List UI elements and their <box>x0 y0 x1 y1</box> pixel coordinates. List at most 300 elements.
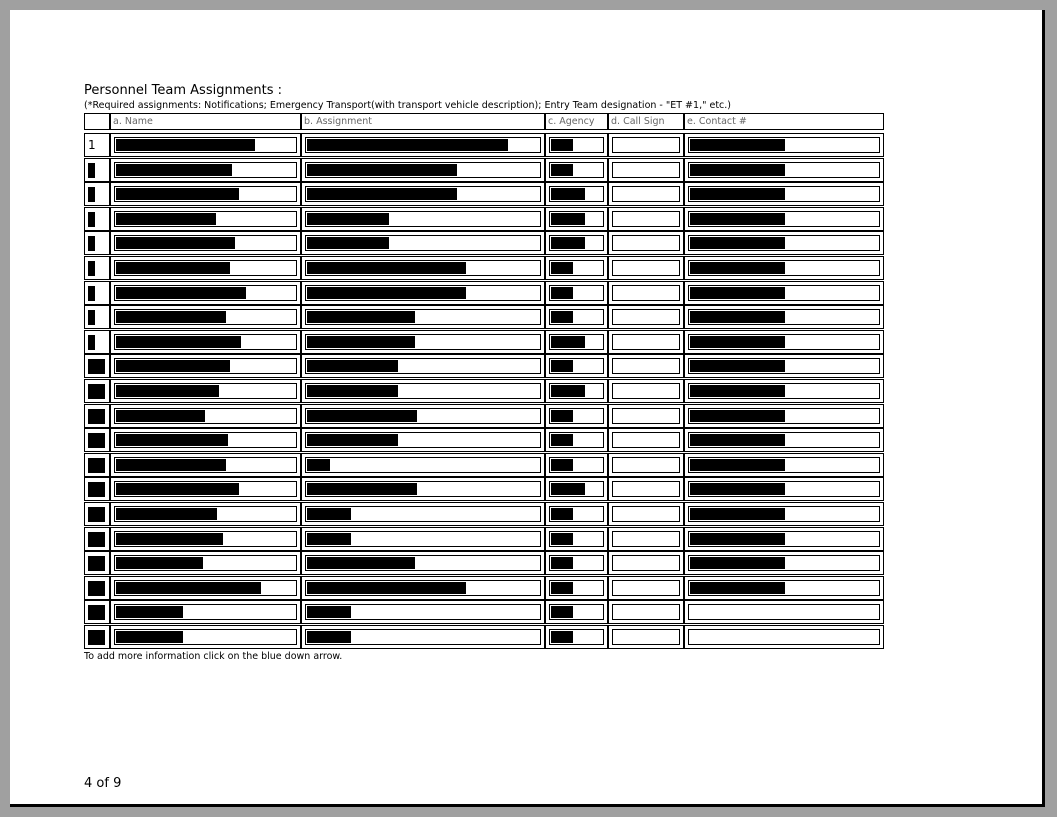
assignment-field-cell <box>301 330 545 354</box>
table-row <box>84 305 884 329</box>
assignment-field[interactable] <box>305 260 541 276</box>
row-number-cell <box>84 576 110 600</box>
redacted-row-number <box>88 433 105 448</box>
row-number-cell <box>84 600 110 624</box>
name-field[interactable] <box>114 137 297 153</box>
row-number-cell <box>84 330 110 354</box>
redaction-bar <box>307 287 466 299</box>
assignment-field[interactable] <box>305 334 541 350</box>
agency-field[interactable] <box>549 531 604 547</box>
name-field[interactable] <box>114 481 297 497</box>
name-field[interactable] <box>114 629 297 645</box>
agency-field[interactable] <box>549 235 604 251</box>
call-sign-field[interactable] <box>612 334 680 350</box>
name-field[interactable] <box>114 211 297 227</box>
assignment-field[interactable] <box>305 432 541 448</box>
redaction-bar <box>116 311 226 323</box>
agency-field[interactable] <box>549 137 604 153</box>
redaction-bar <box>307 213 389 225</box>
call-sign-field[interactable] <box>612 309 680 325</box>
row-number-cell <box>84 305 110 329</box>
redaction-bar <box>551 459 573 471</box>
name-field-cell <box>110 453 301 477</box>
row-number-cell <box>84 256 110 280</box>
redaction-bar <box>551 287 573 299</box>
header-contact: e. Contact # <box>684 113 884 130</box>
redaction-bar <box>690 533 785 545</box>
call-sign-field[interactable] <box>612 629 680 645</box>
name-field[interactable] <box>114 408 297 424</box>
agency-field[interactable] <box>549 481 604 497</box>
agency-field-cell <box>545 477 608 501</box>
agency-field[interactable] <box>549 309 604 325</box>
redacted-row-number <box>88 605 105 620</box>
redaction-bar <box>690 237 785 249</box>
redacted-row-number <box>88 581 105 596</box>
assignment-field[interactable] <box>305 506 541 522</box>
agency-field[interactable] <box>549 383 604 399</box>
agency-field-cell <box>545 502 608 526</box>
name-field-cell <box>110 207 301 231</box>
assignment-field-cell <box>301 256 545 280</box>
add-more-info-note: To add more information click on the blue down arrow. <box>84 651 343 662</box>
contact-field-cell <box>684 354 884 378</box>
contact-field-cell <box>684 207 884 231</box>
name-field-cell <box>110 133 301 157</box>
row-number-cell <box>84 158 110 182</box>
agency-field-cell <box>545 625 608 649</box>
name-field[interactable] <box>114 604 297 620</box>
name-field-cell <box>110 281 301 305</box>
name-field-cell <box>110 256 301 280</box>
row-number-cell <box>84 281 110 305</box>
agency-field[interactable] <box>549 358 604 374</box>
name-field[interactable] <box>114 457 297 473</box>
row-number-cell <box>84 354 110 378</box>
agency-field[interactable] <box>549 555 604 571</box>
redaction-bar <box>116 385 219 397</box>
contact-field-cell <box>684 551 884 575</box>
agency-field[interactable] <box>549 408 604 424</box>
call-sign-field[interactable] <box>612 235 680 251</box>
contact-field[interactable] <box>688 481 880 497</box>
name-field[interactable] <box>114 358 297 374</box>
assignment-field-cell <box>301 404 545 428</box>
assignment-field[interactable] <box>305 408 541 424</box>
redaction-bar <box>690 164 785 176</box>
header-name: a. Name <box>110 113 301 130</box>
redaction-bar <box>116 360 230 372</box>
redaction-bar <box>690 582 785 594</box>
redaction-bar <box>690 336 785 348</box>
header-assignment: b. Assignment <box>301 113 545 130</box>
contact-field[interactable] <box>688 408 880 424</box>
table-row <box>84 281 884 305</box>
row-number-cell <box>84 477 110 501</box>
redacted-row-number <box>88 384 105 399</box>
call-sign-field-cell <box>608 281 684 305</box>
name-field-cell <box>110 477 301 501</box>
row-number-cell <box>84 551 110 575</box>
call-sign-field-cell <box>608 502 684 526</box>
contact-field[interactable] <box>688 186 880 202</box>
table-row <box>84 502 884 526</box>
redaction-bar <box>551 164 573 176</box>
redaction-bar <box>551 237 585 249</box>
redaction-bar <box>690 262 785 274</box>
agency-field-cell <box>545 330 608 354</box>
agency-field-cell <box>545 207 608 231</box>
agency-field-cell <box>545 182 608 206</box>
redacted-row-number <box>88 335 95 350</box>
redaction-bar <box>551 582 573 594</box>
redaction-bar <box>690 213 785 225</box>
contact-field[interactable] <box>688 285 880 301</box>
section-title: Personnel Team Assignments : <box>84 83 282 98</box>
redaction-bar <box>307 557 415 569</box>
name-field-cell <box>110 231 301 255</box>
call-sign-field[interactable] <box>612 260 680 276</box>
name-field[interactable] <box>114 334 297 350</box>
call-sign-field[interactable] <box>612 457 680 473</box>
redaction-bar <box>116 533 223 545</box>
redacted-row-number <box>88 507 105 522</box>
contact-field[interactable] <box>688 457 880 473</box>
assignment-field[interactable] <box>305 580 541 596</box>
row-number-cell <box>84 404 110 428</box>
name-field[interactable] <box>114 260 297 276</box>
contact-field-cell <box>684 256 884 280</box>
name-field[interactable] <box>114 383 297 399</box>
agency-field-cell <box>545 404 608 428</box>
call-sign-field[interactable] <box>612 481 680 497</box>
name-field[interactable] <box>114 432 297 448</box>
redaction-bar <box>307 533 351 545</box>
assignment-field[interactable] <box>305 481 541 497</box>
assignment-field[interactable] <box>305 285 541 301</box>
redaction-bar <box>690 360 785 372</box>
call-sign-field[interactable] <box>612 604 680 620</box>
redaction-bar <box>551 262 573 274</box>
assignment-field[interactable] <box>305 309 541 325</box>
table-row <box>84 379 884 403</box>
name-field[interactable] <box>114 309 297 325</box>
agency-field[interactable] <box>549 285 604 301</box>
call-sign-field-cell <box>608 625 684 649</box>
contact-field[interactable] <box>688 334 880 350</box>
assignment-field[interactable] <box>305 604 541 620</box>
call-sign-field[interactable] <box>612 506 680 522</box>
call-sign-field[interactable] <box>612 432 680 448</box>
redacted-row-number <box>88 409 105 424</box>
row-number-cell <box>84 133 110 157</box>
redaction-bar <box>690 508 785 520</box>
call-sign-field[interactable] <box>612 137 680 153</box>
assignment-field[interactable] <box>305 162 541 178</box>
assignment-field[interactable] <box>305 457 541 473</box>
contact-field[interactable] <box>688 235 880 251</box>
name-field-cell <box>110 502 301 526</box>
row-number-cell <box>84 207 110 231</box>
redacted-row-number <box>88 556 105 571</box>
agency-field[interactable] <box>549 162 604 178</box>
name-field[interactable] <box>114 235 297 251</box>
call-sign-field[interactable] <box>612 383 680 399</box>
assignment-field-cell <box>301 600 545 624</box>
row-number-cell <box>84 182 110 206</box>
agency-field-cell <box>545 158 608 182</box>
redaction-bar <box>551 631 573 643</box>
assignment-field-cell <box>301 231 545 255</box>
redaction-bar <box>307 508 351 520</box>
assignment-field-cell <box>301 477 545 501</box>
redaction-bar <box>116 262 230 274</box>
redaction-bar <box>307 237 389 249</box>
redaction-bar <box>551 139 573 151</box>
row-number-cell <box>84 379 110 403</box>
call-sign-field[interactable] <box>612 358 680 374</box>
redaction-bar <box>551 385 585 397</box>
name-field-cell <box>110 330 301 354</box>
name-field[interactable] <box>114 531 297 547</box>
row-number-cell <box>84 453 110 477</box>
call-sign-field-cell <box>608 182 684 206</box>
call-sign-field-cell <box>608 600 684 624</box>
assignment-field-cell <box>301 625 545 649</box>
call-sign-field[interactable] <box>612 186 680 202</box>
redacted-row-number <box>88 286 95 301</box>
redacted-row-number <box>88 212 95 227</box>
redaction-bar <box>307 459 330 471</box>
redaction-bar <box>307 360 398 372</box>
assignment-field[interactable] <box>305 383 541 399</box>
redaction-bar <box>690 459 785 471</box>
redaction-bar <box>307 164 457 176</box>
table-row <box>84 330 884 354</box>
call-sign-field-cell <box>608 354 684 378</box>
table-row <box>84 404 884 428</box>
redaction-bar <box>116 287 246 299</box>
assignment-field[interactable] <box>305 235 541 251</box>
call-sign-field[interactable] <box>612 555 680 571</box>
table-row <box>84 207 884 231</box>
call-sign-field-cell <box>608 428 684 452</box>
contact-field[interactable] <box>688 137 880 153</box>
header-row-number <box>84 113 110 130</box>
redaction-bar <box>116 237 235 249</box>
table-row <box>84 182 884 206</box>
table-row <box>84 625 884 649</box>
contact-field-cell <box>684 133 884 157</box>
table-row <box>84 158 884 182</box>
agency-field-cell <box>545 305 608 329</box>
row-number: 1 <box>88 138 96 152</box>
table-row <box>84 354 884 378</box>
contact-field[interactable] <box>688 432 880 448</box>
redaction-bar <box>690 410 785 422</box>
agency-field-cell <box>545 354 608 378</box>
call-sign-field[interactable] <box>612 408 680 424</box>
assignment-field-cell <box>301 428 545 452</box>
contact-field[interactable] <box>688 309 880 325</box>
assignment-field-cell <box>301 453 545 477</box>
agency-field[interactable] <box>549 211 604 227</box>
redaction-bar <box>690 188 785 200</box>
redacted-row-number <box>88 163 95 178</box>
required-assignments-note: (*Required assignments: Notifications; Emergency Transport(with transport vehicle description); Entry Team designation - "ET #1," etc.) <box>84 100 731 111</box>
redaction-bar <box>690 483 785 495</box>
contact-field[interactable] <box>688 358 880 374</box>
agency-field[interactable] <box>549 457 604 473</box>
name-field-cell <box>110 158 301 182</box>
redaction-bar <box>307 606 351 618</box>
agency-field[interactable] <box>549 334 604 350</box>
agency-field[interactable] <box>549 580 604 596</box>
contact-field-cell <box>684 281 884 305</box>
redacted-row-number <box>88 630 105 645</box>
assignment-field-cell <box>301 182 545 206</box>
contact-field-cell <box>684 527 884 551</box>
redaction-bar <box>551 434 573 446</box>
call-sign-field-cell <box>608 404 684 428</box>
contact-field[interactable] <box>688 604 880 620</box>
contact-field[interactable] <box>688 506 880 522</box>
contact-field-cell <box>684 600 884 624</box>
call-sign-field-cell <box>608 576 684 600</box>
name-field[interactable] <box>114 186 297 202</box>
assignment-field[interactable] <box>305 629 541 645</box>
personnel-assignments-table <box>84 113 884 650</box>
agency-field-cell <box>545 231 608 255</box>
assignment-field-cell <box>301 527 545 551</box>
redaction-bar <box>307 262 466 274</box>
redaction-bar <box>690 557 785 569</box>
contact-field[interactable] <box>688 531 880 547</box>
redacted-row-number <box>88 236 95 251</box>
agency-field[interactable] <box>549 432 604 448</box>
agency-field-cell <box>545 527 608 551</box>
redaction-bar <box>690 139 785 151</box>
contact-field-cell <box>684 576 884 600</box>
agency-field[interactable] <box>549 604 604 620</box>
redaction-bar <box>690 385 785 397</box>
call-sign-field[interactable] <box>612 285 680 301</box>
name-field[interactable] <box>114 555 297 571</box>
redaction-bar <box>551 508 573 520</box>
assignment-field[interactable] <box>305 137 541 153</box>
call-sign-field-cell <box>608 527 684 551</box>
name-field-cell <box>110 551 301 575</box>
redacted-row-number <box>88 187 95 202</box>
name-field-cell <box>110 428 301 452</box>
contact-field[interactable] <box>688 580 880 596</box>
redaction-bar <box>116 557 203 569</box>
redaction-bar <box>551 533 573 545</box>
row-number-cell <box>84 502 110 526</box>
call-sign-field[interactable] <box>612 211 680 227</box>
contact-field[interactable] <box>688 162 880 178</box>
redaction-bar <box>116 434 228 446</box>
name-field[interactable] <box>114 285 297 301</box>
redaction-bar <box>551 410 573 422</box>
page-indicator: 4 of 9 <box>84 776 122 791</box>
name-field-cell <box>110 600 301 624</box>
redaction-bar <box>307 410 417 422</box>
agency-field[interactable] <box>549 629 604 645</box>
row-number-cell <box>84 428 110 452</box>
redaction-bar <box>551 557 573 569</box>
redaction-bar <box>551 606 573 618</box>
call-sign-field-cell <box>608 256 684 280</box>
assignment-field[interactable] <box>305 186 541 202</box>
agency-field-cell <box>545 133 608 157</box>
contact-field[interactable] <box>688 211 880 227</box>
call-sign-field-cell <box>608 231 684 255</box>
assignment-field[interactable] <box>305 531 541 547</box>
contact-field-cell <box>684 379 884 403</box>
redaction-bar <box>116 483 239 495</box>
assignment-field-cell <box>301 354 545 378</box>
table-row <box>84 576 884 600</box>
agency-field[interactable] <box>549 260 604 276</box>
name-field-cell <box>110 182 301 206</box>
redaction-bar <box>116 582 261 594</box>
name-field[interactable] <box>114 580 297 596</box>
agency-field-cell <box>545 600 608 624</box>
redacted-row-number <box>88 458 105 473</box>
assignment-field[interactable] <box>305 358 541 374</box>
redaction-bar <box>116 606 183 618</box>
name-field[interactable] <box>114 162 297 178</box>
redaction-bar <box>307 188 457 200</box>
call-sign-field[interactable] <box>612 162 680 178</box>
contact-field-cell <box>684 182 884 206</box>
contact-field[interactable] <box>688 555 880 571</box>
agency-field-cell <box>545 453 608 477</box>
name-field-cell <box>110 379 301 403</box>
redaction-bar <box>307 582 466 594</box>
assignment-field-cell <box>301 576 545 600</box>
name-field-cell <box>110 625 301 649</box>
agency-field[interactable] <box>549 506 604 522</box>
redaction-bar <box>116 410 205 422</box>
call-sign-field-cell <box>608 207 684 231</box>
name-field[interactable] <box>114 506 297 522</box>
redaction-bar <box>551 213 585 225</box>
contact-field-cell <box>684 305 884 329</box>
table-row <box>84 477 884 501</box>
assignment-field[interactable] <box>305 211 541 227</box>
contact-field[interactable] <box>688 260 880 276</box>
contact-field-cell <box>684 404 884 428</box>
contact-field-cell <box>684 330 884 354</box>
name-field-cell <box>110 404 301 428</box>
call-sign-field-cell <box>608 379 684 403</box>
name-field-cell <box>110 576 301 600</box>
assignment-field-cell <box>301 502 545 526</box>
contact-field[interactable] <box>688 629 880 645</box>
redaction-bar <box>116 631 183 643</box>
call-sign-field[interactable] <box>612 580 680 596</box>
assignment-field[interactable] <box>305 555 541 571</box>
redaction-bar <box>551 188 585 200</box>
call-sign-field-cell <box>608 551 684 575</box>
contact-field[interactable] <box>688 383 880 399</box>
agency-field[interactable] <box>549 186 604 202</box>
call-sign-field[interactable] <box>612 531 680 547</box>
redaction-bar <box>690 287 785 299</box>
call-sign-field-cell <box>608 158 684 182</box>
